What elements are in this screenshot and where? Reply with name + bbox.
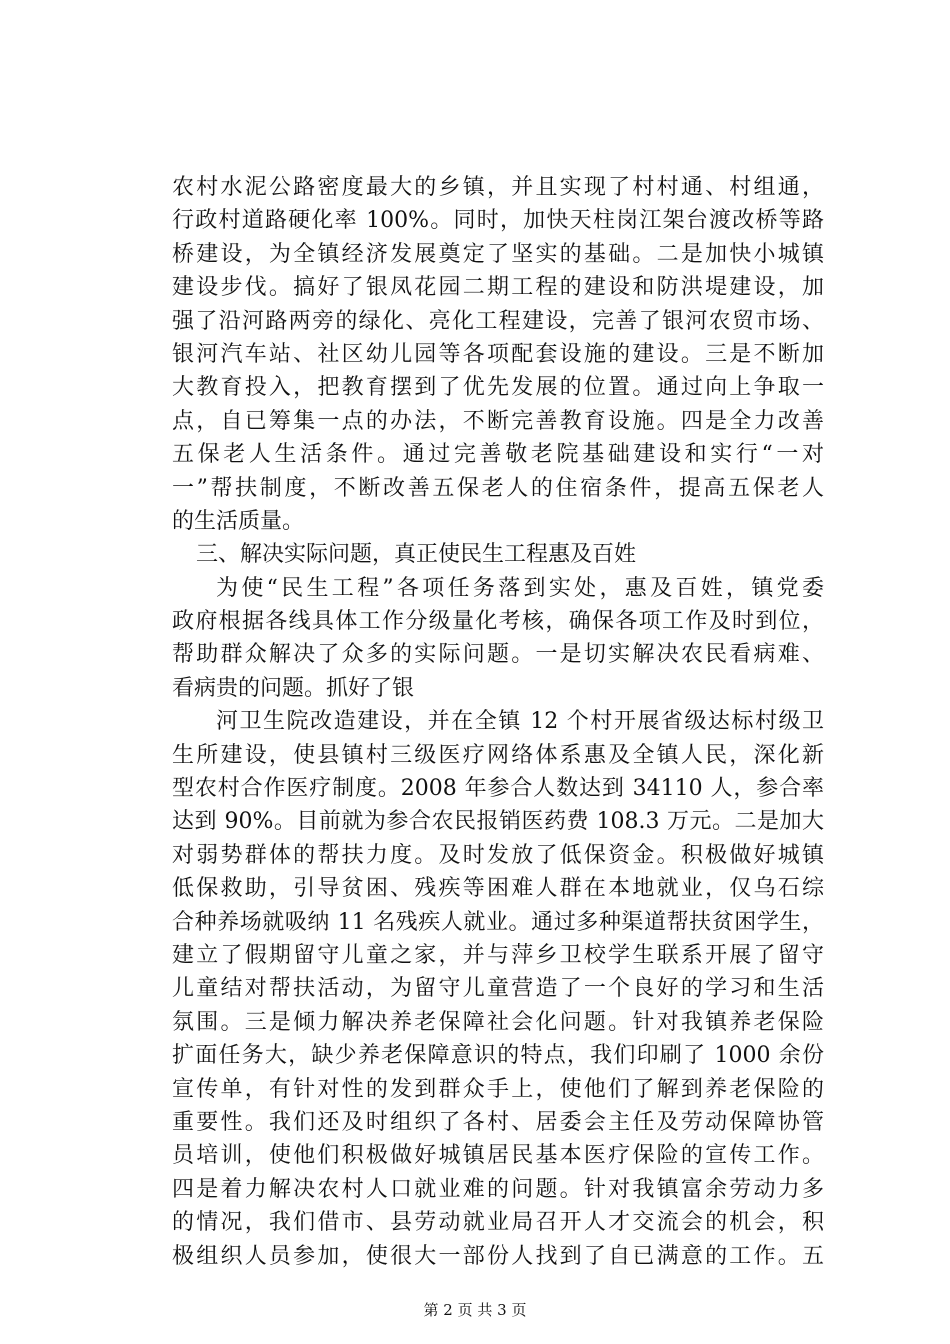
text-line: 强了沿河路两旁的绿化、亮化工程建设，完善了银河农贸市场、 — [172, 308, 824, 334]
text-line: 桥建设，为全镇经济发展奠定了坚实的基础。二是加快小城镇 — [172, 241, 824, 267]
text-line: 四是着力解决农村人口就业难的问题。针对我镇富余劳动力多 — [172, 1176, 824, 1202]
text-line: 为使“民生工程”各项任务落到实处，惠及百姓，镇党委 — [216, 575, 824, 601]
document-body — [172, 171, 824, 1273]
text-line: 农村水泥公路密度最大的乡镇，并且实现了村村通、村组通， — [172, 175, 824, 200]
text-line: 合种养场就吸纳 11 名残疾人就业。通过多种渠道帮扶贫困学生， — [172, 909, 824, 935]
page-number-footer: 第 2 页 共 3 页 — [423, 1301, 527, 1319]
text-line: 银河汽车站、社区幼儿园等各项配套设施的建设。三是不断加 — [172, 341, 824, 367]
text-line: 宣传单，有针对性的发到群众手上，使他们了解到养老保险的 — [172, 1076, 824, 1102]
text-line: 氛围。三是倾力解决养老保障社会化问题。针对我镇养老保险 — [172, 1009, 824, 1035]
text-line: 大教育投入，把教育摆到了优先发展的位置。通过向上争取一 — [172, 375, 824, 401]
text-line: 扩面任务大，缺少养老保障意识的特点，我们印刷了 1000 余份 — [172, 1043, 824, 1069]
text-line: 政府根据各线具体工作分级量化考核，确保各项工作及时到位， — [172, 609, 824, 635]
text-line: 河卫生院改造建设，并在全镇 12 个村开展省级达标村级卫 — [216, 709, 824, 735]
text-line: 一”帮扶制度，不断改善五保老人的住宿条件，提高五保老人 — [172, 475, 824, 501]
text-line: 儿童结对帮扶活动，为留守儿童营造了一个良好的学习和生活 — [172, 976, 824, 1002]
text-line: 点，自已筹集一点的办法，不断完善教育设施。四是全力改善 — [172, 408, 824, 434]
text-line: 型农村合作医疗制度。2008 年参合人数达到 34110 人，参合率 — [172, 776, 824, 802]
text-line: 对弱势群体的帮扶力度。及时发放了低保资金。积极做好城镇 — [172, 842, 824, 868]
text-line: 重要性。我们还及时组织了各村、居委会主任及劳动保障协管 — [172, 1109, 824, 1135]
text-line: 建设步伐。搞好了银凤花园二期工程的建设和防洪堤建设，加 — [172, 275, 824, 301]
section-heading: 三、解决实际问题，真正使民生工程惠及百姓 — [196, 542, 637, 568]
text-line: 五保老人生活条件。通过完善敬老院基础建设和实行“一对 — [172, 442, 824, 468]
text-line: 帮助群众解决了众多的实际问题。一是切实解决农民看病难、 — [172, 642, 824, 668]
text-line: 建立了假期留守儿童之家，并与萍乡卫校学生联系开展了留守 — [172, 942, 824, 968]
text-line: 的生活质量。 — [172, 508, 305, 534]
text-line: 看病贵的问题。抓好了银 — [172, 675, 415, 701]
text-line: 生所建设，使县镇村三级医疗网络体系惠及全镇人民，深化新 — [172, 742, 824, 768]
text-line: 极组织人员参加，使很大一部份人找到了自已满意的工作。五 — [172, 1243, 824, 1269]
text-line: 达到 90%。目前就为参合农民报销医药费 108.3 万元。二是加大 — [172, 809, 824, 835]
text-line: 低保救助，引导贫困、残疾等困难人群在本地就业，仅乌石综 — [172, 876, 824, 902]
text-line: 员培训，使他们积极做好城镇居民基本医疗保险的宣传工作。 — [172, 1143, 824, 1169]
text-line: 行政村道路硬化率 100%。同时，加快天柱岗江架台渡改桥等路 — [172, 208, 824, 234]
text-line: 的情况，我们借市、县劳动就业局召开人才交流会的机会，积 — [172, 1210, 824, 1236]
